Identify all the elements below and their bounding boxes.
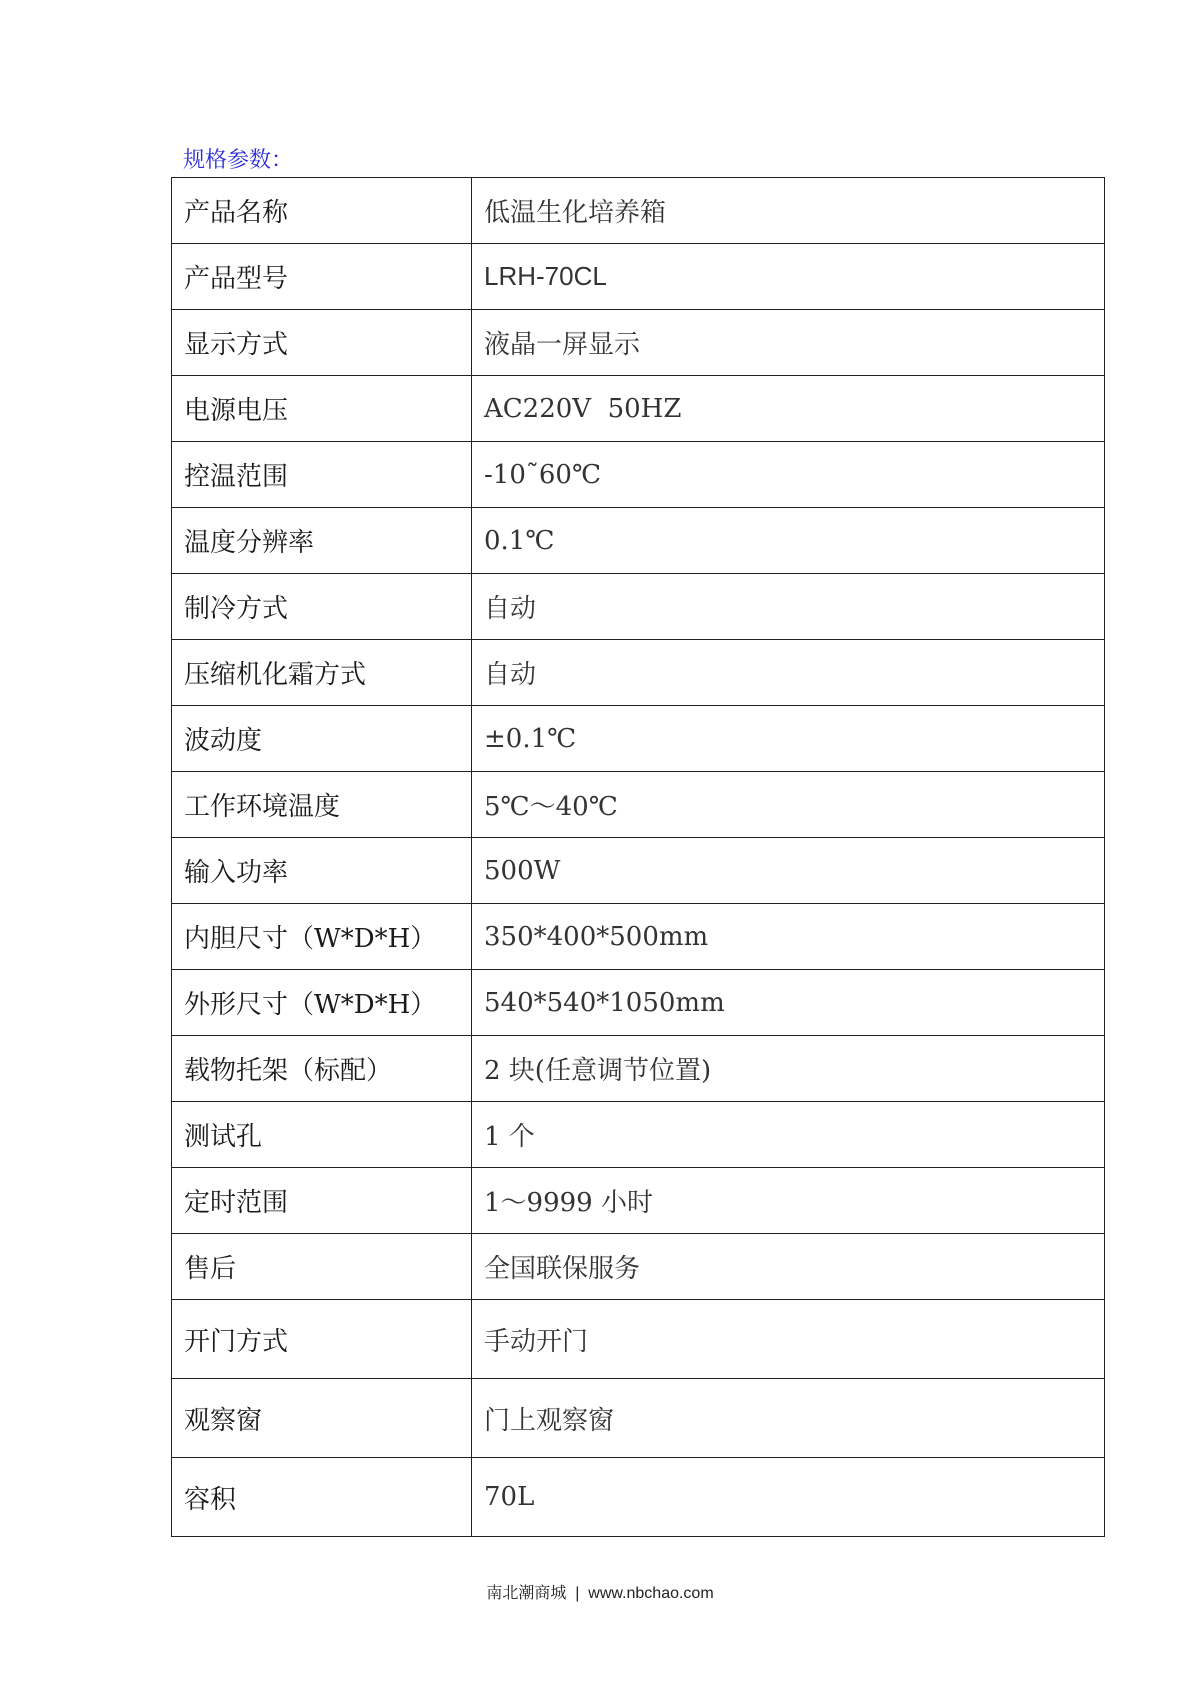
spec-row-voltage (172, 376, 1105, 442)
footer-site-link[interactable]: 南北潮商城 | www.nbchao.com (486, 1585, 714, 1602)
spec-table (171, 177, 1105, 1537)
spec-value: 1 个 (472, 1102, 1105, 1168)
spec-row-cooling (172, 574, 1105, 640)
spec-label: 温度分辨率 (172, 508, 472, 574)
spec-value: -10˜60℃ (472, 442, 1105, 508)
spec-label: 内胆尺寸（W*D*H） (172, 904, 472, 970)
spec-row-door (172, 1300, 1105, 1379)
spec-row-after-sales (172, 1234, 1105, 1300)
spec-label: 外形尺寸（W*D*H） (172, 970, 472, 1036)
spec-value: 低温生化培养箱 (472, 178, 1105, 244)
spec-label: 售后 (172, 1234, 472, 1300)
spec-value: 540*540*1050mm (472, 970, 1105, 1036)
spec-label: 输入功率 (172, 838, 472, 904)
spec-value: LRH-70CL (472, 244, 1105, 310)
spec-value: 350*400*500mm (472, 904, 1105, 970)
spec-value: 2 块(任意调节位置) (472, 1036, 1105, 1102)
spec-label: 工作环境温度 (172, 772, 472, 838)
spec-label: 制冷方式 (172, 574, 472, 640)
spec-value: 5℃～40℃ (472, 772, 1105, 838)
spec-row-test-hole (172, 1102, 1105, 1168)
spec-row-window (172, 1379, 1105, 1458)
spec-label: 产品名称 (172, 178, 472, 244)
spec-label: 波动度 (172, 706, 472, 772)
spec-label: 产品型号 (172, 244, 472, 310)
spec-row-defrost (172, 640, 1105, 706)
spec-row-inner-size (172, 904, 1105, 970)
spec-label: 定时范围 (172, 1168, 472, 1234)
spec-row-product-name (172, 178, 1105, 244)
spec-value: AC220V 50HZ (472, 376, 1105, 442)
spec-row-model (172, 244, 1105, 310)
spec-row-timer (172, 1168, 1105, 1234)
spec-label: 容积 (172, 1458, 472, 1537)
spec-label: 观察窗 (172, 1379, 472, 1458)
spec-value: 1～9999 小时 (472, 1168, 1105, 1234)
spec-row-power (172, 838, 1105, 904)
spec-row-ambient (172, 772, 1105, 838)
spec-label: 电源电压 (172, 376, 472, 442)
spec-label: 测试孔 (172, 1102, 472, 1168)
spec-value: 门上观察窗 (472, 1379, 1105, 1458)
spec-row-display (172, 310, 1105, 376)
spec-value: 手动开门 (472, 1300, 1105, 1379)
spec-label: 控温范围 (172, 442, 472, 508)
spec-value: 液晶一屏显示 (472, 310, 1105, 376)
spec-value: 0.1℃ (472, 508, 1105, 574)
spec-row-shelves (172, 1036, 1105, 1102)
spec-row-outer-size (172, 970, 1105, 1036)
spec-value: 70L (472, 1458, 1105, 1537)
spec-value: 500W (472, 838, 1105, 904)
spec-heading: 规格参数： (183, 148, 294, 173)
spec-label: 压缩机化霜方式 (172, 640, 472, 706)
spec-row-volume (172, 1458, 1105, 1537)
spec-value: ±0.1℃ (472, 706, 1105, 772)
spec-value: 自动 (472, 574, 1105, 640)
spec-row-resolution (172, 508, 1105, 574)
spec-row-temp-range (172, 442, 1105, 508)
spec-row-fluctuation (172, 706, 1105, 772)
spec-label: 显示方式 (172, 310, 472, 376)
spec-label: 开门方式 (172, 1300, 472, 1379)
spec-label: 载物托架（标配） (172, 1036, 472, 1102)
spec-value: 自动 (472, 640, 1105, 706)
spec-value: 全国联保服务 (472, 1234, 1105, 1300)
